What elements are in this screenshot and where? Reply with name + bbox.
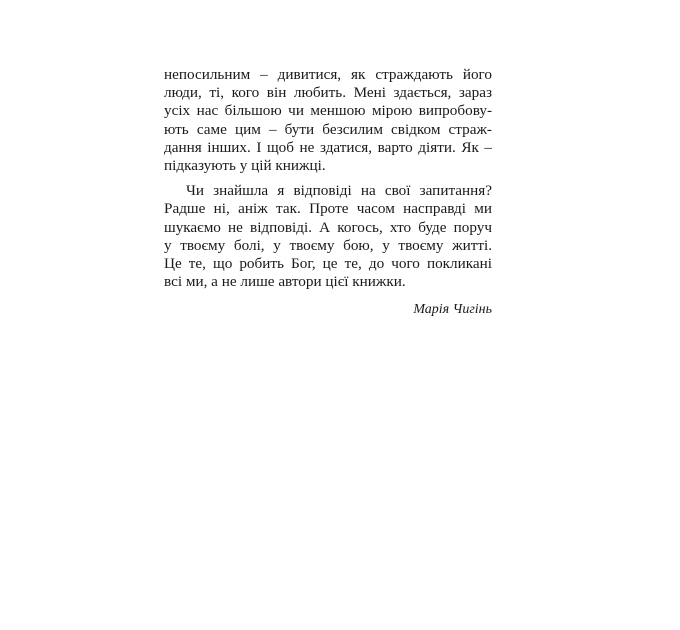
text-line: у твоєму болі, у твоєму бою, у твоєму житті.: [164, 236, 492, 254]
text-line: люди, ті, кого він любить. Мені здається, зараз: [164, 84, 492, 102]
paragraph-1: [164, 66, 492, 175]
text-line: Це те, що робить Бог, це те, до чого покликані: [164, 255, 492, 273]
text-line: підказують у цій книжці.: [164, 157, 326, 175]
text-line: Чи знайшла я відповіді на свої запитання?: [186, 182, 492, 200]
author-signature: Марія Чигінь: [413, 302, 492, 318]
text-line: непосильним – дивитися, як страждають його: [164, 66, 492, 83]
text-line: шукаємо не відповіді. А когось, хто буде поруч: [164, 218, 492, 236]
text-line: всі ми, а не лише автори цієї книжки.: [164, 273, 406, 291]
paragraph-2: [164, 182, 492, 291]
text-line: усіх нас більшою чи меншою мірою випробову-: [164, 102, 492, 120]
book-page-text: [164, 66, 492, 319]
text-line: Радше ні, аніж так. Проте часом насправді ми: [164, 200, 492, 218]
text-line: дання інших. І щоб не здатися, варто діяти. Як –: [164, 138, 492, 156]
text-line: ють саме цим – бути безсилим свідком страж-: [164, 120, 492, 138]
